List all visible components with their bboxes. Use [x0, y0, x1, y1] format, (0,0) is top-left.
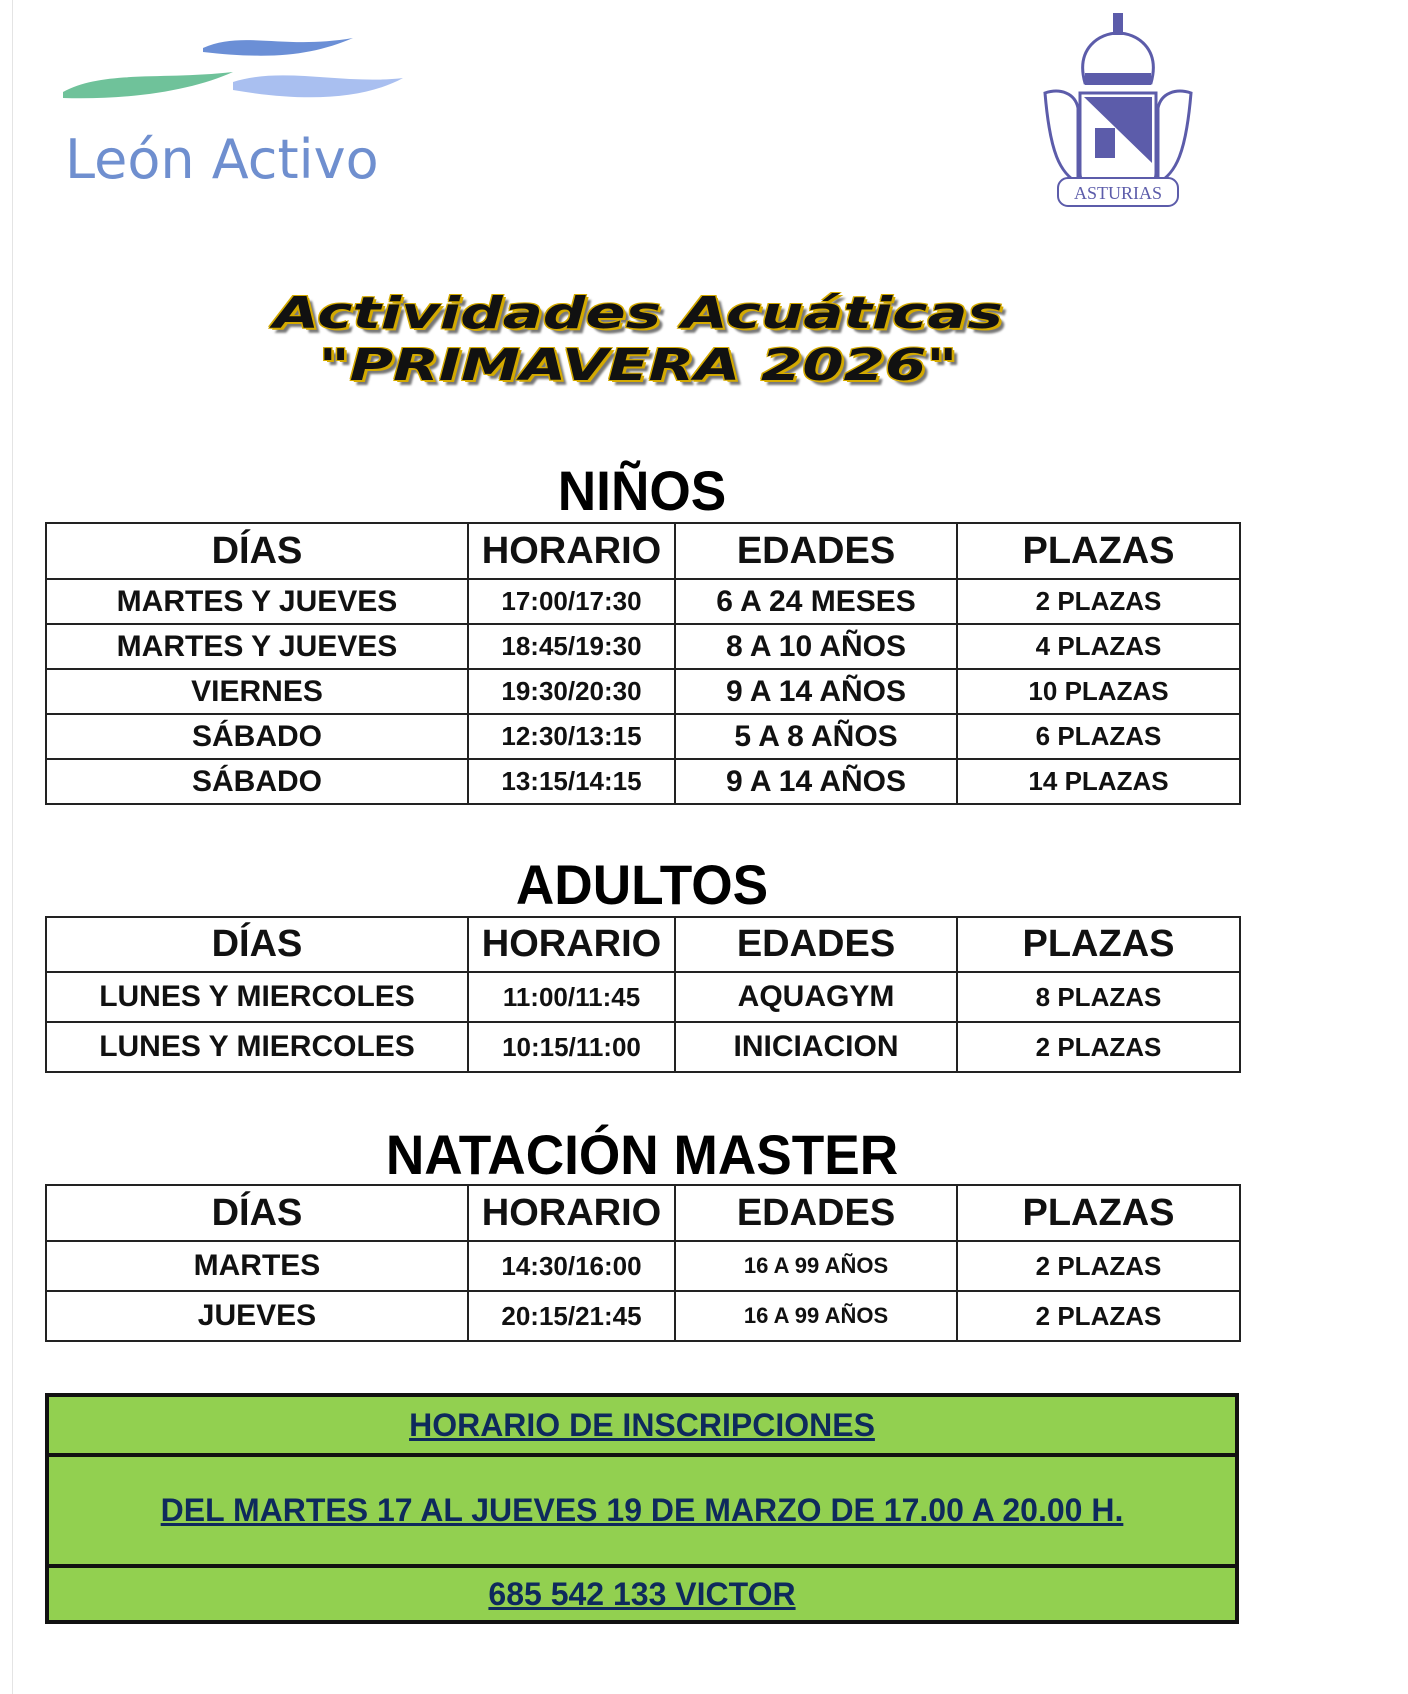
cell-edades: 8 A 10 AÑOS [675, 624, 957, 669]
cell-edades: INICIACION [675, 1022, 957, 1072]
cell-edades: 16 A 99 AÑOS [675, 1291, 957, 1341]
cell-edades: 9 A 14 AÑOS [675, 759, 957, 804]
cell-dias: MARTES [46, 1241, 468, 1291]
cell-edades: 5 A 8 AÑOS [675, 714, 957, 759]
header-horario: HORARIO [468, 523, 675, 579]
header-plazas: PLAZAS [957, 917, 1240, 972]
adultos-table [45, 916, 1241, 1073]
table-header-row [46, 523, 1240, 579]
cell-plazas: 10 PLAZAS [957, 669, 1240, 714]
cell-edades: 9 A 14 AÑOS [675, 669, 957, 714]
header-horario: HORARIO [468, 917, 675, 972]
natacion-master-table [45, 1184, 1241, 1342]
table-row [46, 1291, 1240, 1341]
table-header-row [46, 1185, 1240, 1241]
title-line-1: Actividades Acuáticas [273, 288, 1003, 339]
title-line-2: "PRIMAVERA 2026" [318, 340, 958, 391]
inscripciones-contact: 685 542 133 VICTOR [488, 1575, 796, 1612]
ninos-table [45, 522, 1241, 805]
cell-plazas: 6 PLAZAS [957, 714, 1240, 759]
cell-horario: 12:30/13:15 [468, 714, 675, 759]
header-edades: EDADES [675, 523, 957, 579]
cell-dias: VIERNES [46, 669, 468, 714]
cell-dias: JUEVES [46, 1291, 468, 1341]
flyer-page [12, 0, 1408, 1694]
cell-edades: 6 A 24 MESES [675, 579, 957, 624]
section-title-adultos: ADULTOS [515, 853, 769, 916]
cell-horario: 13:15/14:15 [468, 759, 675, 804]
header-dias: DÍAS [46, 917, 468, 972]
cell-dias: LUNES Y MIERCOLES [46, 1022, 468, 1072]
cell-dias: LUNES Y MIERCOLES [46, 972, 468, 1022]
header-plazas: PLAZAS [957, 523, 1240, 579]
cell-dias: SÁBADO [46, 759, 468, 804]
crest-text: ASTURIAS [1073, 183, 1163, 203]
table-row [46, 714, 1240, 759]
cell-plazas: 2 PLAZAS [957, 1241, 1240, 1291]
cell-plazas: 4 PLAZAS [957, 624, 1240, 669]
table-row [46, 669, 1240, 714]
cell-plazas: 14 PLAZAS [957, 759, 1240, 804]
cell-horario: 18:45/19:30 [468, 624, 675, 669]
cell-plazas: 8 PLAZAS [957, 972, 1240, 1022]
leon-activo-waves-logo [53, 30, 413, 110]
table-row [46, 1241, 1240, 1291]
table-row [46, 759, 1240, 804]
cell-plazas: 2 PLAZAS [957, 579, 1240, 624]
inscripciones-box [45, 1393, 1239, 1624]
cell-dias: MARTES Y JUEVES [46, 624, 468, 669]
table-row [46, 624, 1240, 669]
leon-activo-logo-text: León Activo [65, 128, 379, 191]
cell-horario: 20:15/21:45 [468, 1291, 675, 1341]
table-row [46, 579, 1240, 624]
cell-horario: 14:30/16:00 [468, 1241, 675, 1291]
table-header-row [46, 917, 1240, 972]
inscripciones-heading: HORARIO DE INSCRIPCIONES [409, 1406, 875, 1443]
header-edades: EDADES [675, 917, 957, 972]
casa-asturias-leon-crest [1040, 13, 1200, 213]
header-dias: DÍAS [46, 523, 468, 579]
header-dias: DÍAS [46, 1185, 468, 1241]
table-row [46, 1022, 1240, 1072]
cell-dias: MARTES Y JUEVES [46, 579, 468, 624]
section-title-ninos: NIÑOS [557, 459, 727, 522]
header-horario: HORARIO [468, 1185, 675, 1241]
cell-horario: 11:00/11:45 [468, 972, 675, 1022]
header-plazas: PLAZAS [957, 1185, 1240, 1241]
cell-plazas: 2 PLAZAS [957, 1291, 1240, 1341]
cell-horario: 19:30/20:30 [468, 669, 675, 714]
inscripciones-dates: DEL MARTES 17 AL JUEVES 19 DE MARZO DE 17.00 A 20.00 H. [160, 1492, 1124, 1528]
table-row [46, 972, 1240, 1022]
cell-edades: AQUAGYM [675, 972, 957, 1022]
header-edades: EDADES [675, 1185, 957, 1241]
cell-edades: 16 A 99 AÑOS [675, 1241, 957, 1291]
section-title-natacion-master: NATACIÓN MASTER [385, 1123, 899, 1186]
cell-dias: SÁBADO [46, 714, 468, 759]
cell-plazas: 2 PLAZAS [957, 1022, 1240, 1072]
cell-horario: 10:15/11:00 [468, 1022, 675, 1072]
cell-horario: 17:00/17:30 [468, 579, 675, 624]
